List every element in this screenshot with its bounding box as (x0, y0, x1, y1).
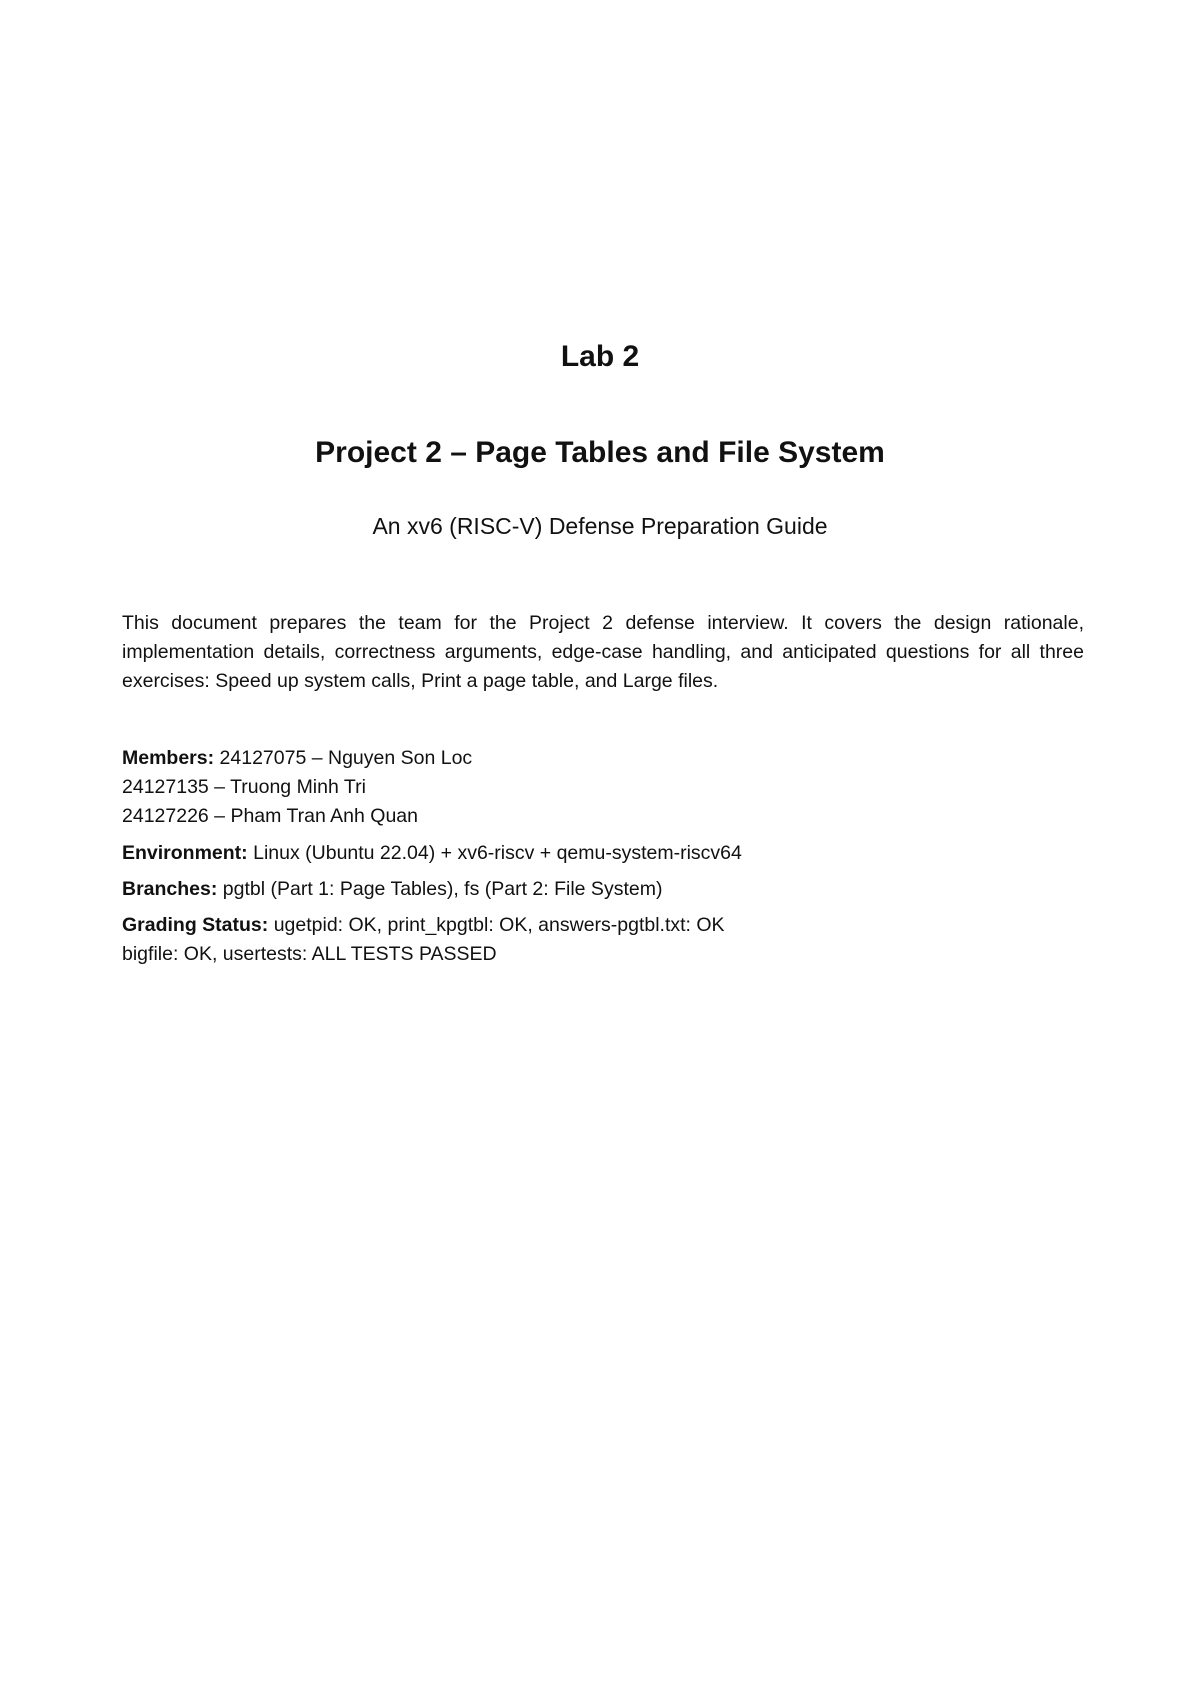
members-line-1 (122, 744, 1084, 773)
member-3: 24127226 – Pham Tran Anh Quan (122, 805, 418, 827)
document-subtitle: An xv6 (RISC-V) Defense Preparation Guide (372, 513, 828, 539)
intro-paragraph: This document prepares the team for the Project 2 defense interview. It covers the design rationale, implementation details, correctness arguments, edge-case handling, and anticipated questions for all three exercises: Speed up system calls, Print a page table, and Large files. (122, 612, 1084, 692)
grading-value-2: bigfile: OK, usertests: ALL TESTS PASSED (122, 943, 497, 965)
project-title: Project 2 – Page Tables and File System (315, 436, 885, 469)
members-block (122, 744, 1084, 831)
environment-line (122, 839, 1084, 868)
member-2: 24127135 – Truong Minh Tri (122, 776, 366, 798)
branches-value: pgtbl (Part 1: Page Tables), fs (Part 2: File System) (222, 878, 663, 900)
environment-value: Linux (Ubuntu 22.04) + xv6-riscv + qemu-system-riscv64 (253, 842, 742, 864)
grading-label: Grading Status: (122, 914, 269, 936)
branches-block (122, 875, 1084, 904)
branches-label: Branches: (122, 878, 218, 900)
environment-label: Environment: (122, 842, 248, 864)
environment-block (122, 839, 1084, 868)
grading-line-1 (122, 911, 1084, 940)
grading-block (122, 911, 1084, 969)
lab-title: Lab 2 (560, 340, 640, 373)
members-label: Members: (122, 747, 215, 769)
grading-value-1: ugetpid: OK, print_kpgtbl: OK, answers-pgtbl.txt: OK (273, 914, 725, 936)
member-1: 24127075 – Nguyen Son Loc (219, 747, 473, 769)
branches-line (122, 875, 1084, 904)
